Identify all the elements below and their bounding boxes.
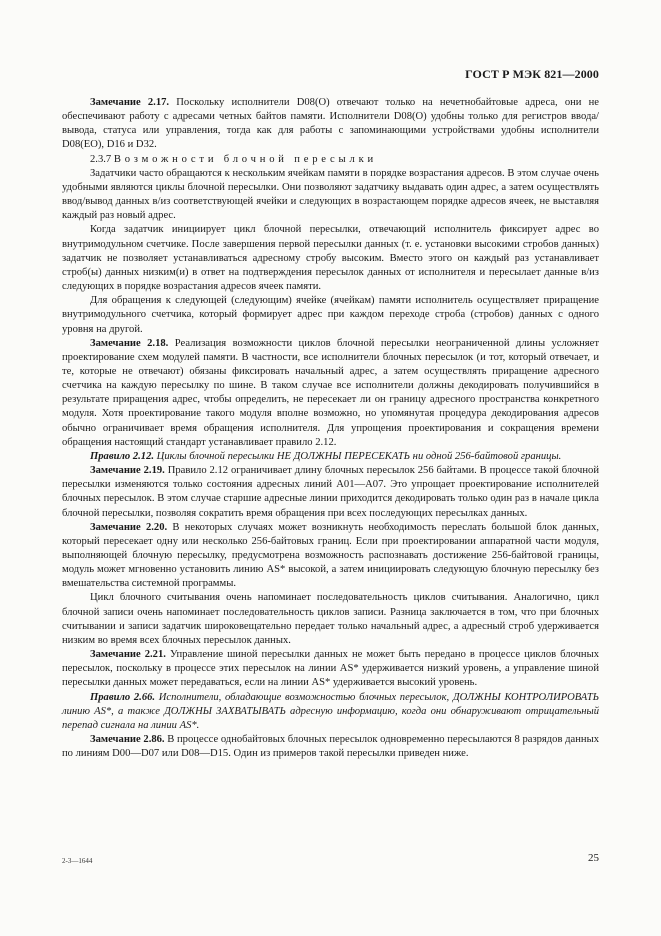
page-number: 25: [588, 852, 599, 864]
section-heading: [62, 153, 599, 167]
rule-2-66: [62, 691, 599, 733]
note-2-86: [62, 733, 599, 761]
note-label: Замечание 2.86.: [90, 734, 165, 746]
note-text: Управление шиной пересылки данных не может быть передано в процессе циклов блочных пересылок, поскольку в процессе этих пересылок на линии AS* удерживается низкий уровень, а управление шиной пересылки данных может передаваться, если на линии AS* удерживается высокий уровень.: [62, 649, 599, 689]
note-text: Реализация возможности циклов блочной пересылки неограниченной длины усложняет проектирование схем модулей памяти. В частности, все исполнители блочных пересылок (и тот, который отвечает, и те, которые не отвечают) обязаны фиксировать начальный адрес, а затем осуществлять приращение адресного счетчика на каждую пересылку по шине. В таком случае все исполнители должны декодировать получившийся в результате приращения адрес, чтобы определить, не пересекает ли он границу адресного пространства конкретного модуля. Хотя проектирование такого модуля вполне возможно, но упомянутая процедура декодирования адресов обычно ограничивает время обращения исполнителя. Для упрощения проектирования и сокращения времени обращения настоящий стандарт устанавливает правило 2.12.: [62, 337, 599, 448]
rule-text: Исполнители, обладающие возможностью блочных пересылок, ДОЛЖНЫ КОНТРОЛИРОВАТЬ линию AS*, а также ДОЛЖНЫ ЗАХВАТЫВАТЬ адресную информацию, когда они обнаруживают отрицательный перепад сигнала на линии AS*.: [62, 691, 599, 731]
paragraph: Когда задатчик инициирует цикл блочной пересылки, отвечающий исполнитель фиксирует адрес во внутримодульном счетчике. После завершения первой пересылки данных (т. е. установки высокими стробов данных) задатчик не позволяет устанавливаться адресному стробу высоким. Вместо этого он каждый раз устанавливает строб(ы) данных низким(и) в ответ на подтверждения пересылок данных от исполнителя и пересылает данные в/из следующих в порядке возрастания адресов ячеек памяти.: [62, 224, 599, 293]
paragraph: Задатчики часто обращаются к нескольким ячейкам памяти в порядке возрастания адресов. В этом случае очень удобными являются циклы блочной пересылки. Они позволяют задатчику выдавать один адрес, а затем осуществлять ввод/вывод данных в/из соответствующей ячейки и следующих в возрастающем порядке адресов ячеек, не выставляя каждый раз новый адрес.: [62, 167, 599, 222]
note-text: В некоторых случаях может возникнуть необходимость переслать большой блок данных, который пересекает одну или несколько 256-байтовых границ. Если при проектировании аппаратной части модуля, выполняющей блочную пересылку, предусмотрена возможность распознавать достижение 256-байтовой границы, модуль может мгновенно установить линию AS* высокой, а затем инициировать следующую блочную пересылку без вмешательства системной программы.: [62, 521, 599, 590]
rule-label: Правило 2.12.: [90, 450, 155, 462]
rule-2-12: [62, 450, 599, 464]
note-label: Замечание 2.18.: [90, 337, 169, 349]
note-2-18: [62, 337, 599, 450]
note-label: Замечание 2.19.: [90, 465, 165, 477]
note-label: Замечание 2.20.: [90, 521, 168, 533]
rule-text: Циклы блочной пересылки НЕ ДОЛЖНЫ ПЕРЕСЕКАТЬ ни одной 256-байтовой границы.: [154, 450, 562, 462]
note-text: Поскольку исполнители D08(O) отвечают только на нечетнобайтовые адреса, они не обеспечивают работу с адресами четных байтов памяти. Исполнители D08(O) удобны только для регистров ввода/вывода, статуса или управления, тогда как для работы с запоминающими устройствами удобны исполнители D08(EO), D16 и D32.: [62, 97, 599, 151]
rule-label: Правило 2.66.: [90, 691, 156, 703]
page-body: [62, 96, 599, 761]
section-title: Возможности блочной пересылки: [113, 153, 377, 165]
paragraph: Цикл блочного считывания очень напоминает последовательность циклов считывания. Аналогично, цикл блочной записи очень напоминает последовательность циклов записи. Разница заключается в том, что при блочных считывании и записи задатчик широковещательно передает только начальный адрес, а адресный строб удерживается низким во время всех блочных пересылок данных.: [62, 592, 599, 646]
note-2-19: [62, 464, 599, 521]
section-number: 2.3.7: [90, 153, 114, 165]
note-text: В процессе однобайтовых блочных пересылок одновременно пересылаются 8 разрядов данных по линиям D00—D07 или D08—D15. Один из примеров такой пересылки приведен ниже.: [62, 734, 600, 760]
paragraph: Для обращения к следующей (следующим) ячейке (ячейкам) памяти исполнитель осуществляет приращение внутримодульного счетчика, который формирует адрес при каждом переходе строба (стробов) данных с одного уровня на другой.: [62, 295, 599, 335]
note-label: Замечание 2.21.: [90, 649, 166, 661]
note-2-21: [62, 648, 599, 690]
note-label: Замечание 2.17.: [90, 97, 170, 108]
note-2-20: [62, 521, 599, 592]
note-2-17: [62, 96, 599, 153]
page-header: ГОСТ Р МЭК 821—2000: [465, 67, 599, 81]
print-code: 2-3—1644: [62, 857, 93, 865]
note-text: Правило 2.12 ограничивает длину блочных пересылок 256 байтами. В процессе такой блочной пересылки изменяются только состояния адресных линий A01—A07. Это упрощает проектирование исполнителей блочных пересылок. В этом случае старшие адресные линии приходится декодировать только один раз в начале цикла блочной пересылки, позволяя сократить время обращения при всех последующих пересылках данных.: [62, 465, 599, 519]
